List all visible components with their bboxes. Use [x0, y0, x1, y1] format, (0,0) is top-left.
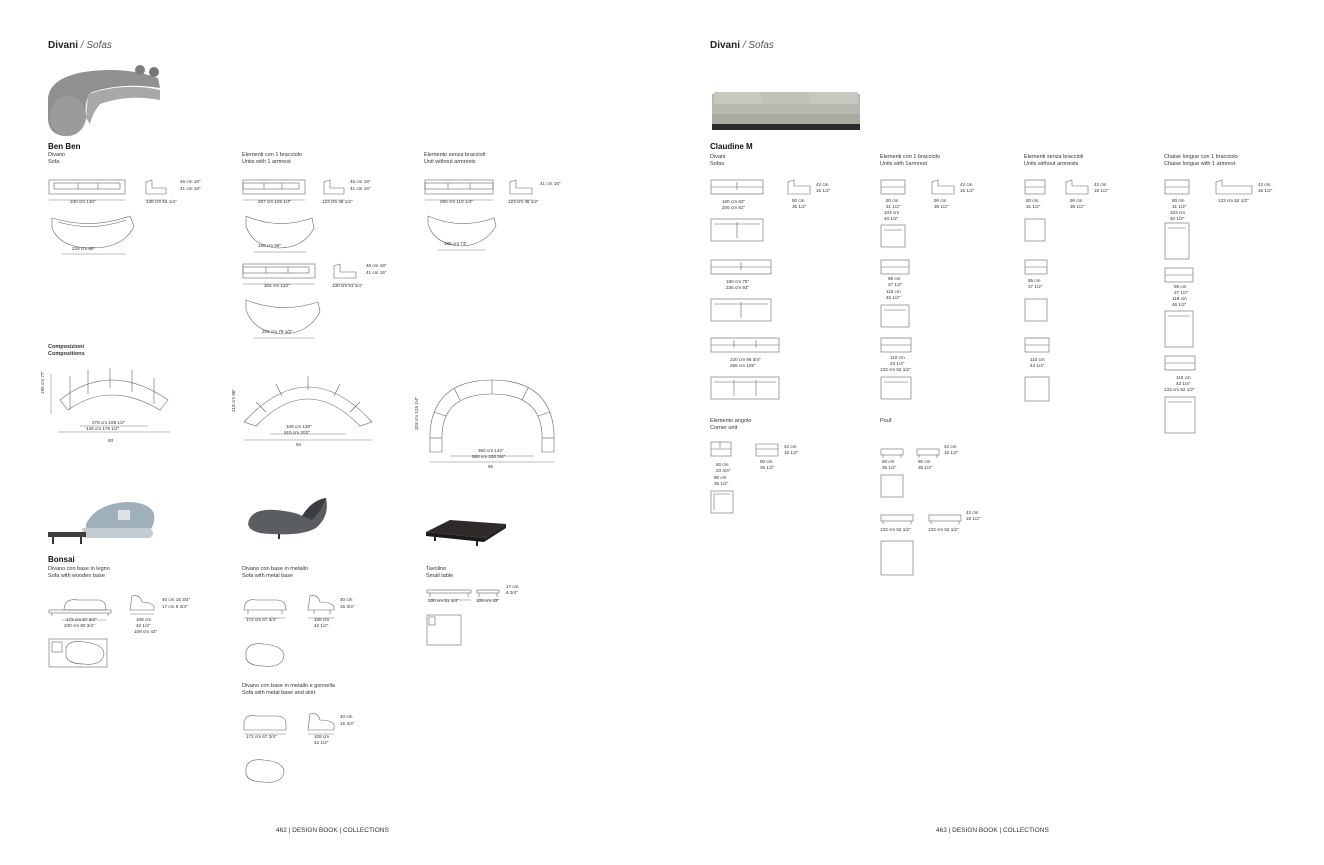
dim: 95 cm [1028, 278, 1041, 283]
dim: 515 cm 203" [284, 430, 310, 435]
dim: 16 1/2" [966, 516, 981, 521]
dim: 123 cm 48 1/2" [508, 199, 539, 204]
dim: 330 cm 130" [70, 199, 96, 204]
claudine-divani-label: Divani Sofas [710, 154, 726, 167]
dim: 230 cm 90 3/4" [64, 623, 95, 628]
dim: 138 cm 54 1/4" [146, 199, 177, 204]
dim: 42 cm [784, 444, 797, 449]
pouf-front-3 [880, 514, 916, 526]
dim: 23 3/4" [716, 468, 731, 473]
claudine-elem1-label: Elementi con 1 bracciolo Units with 1armrest [880, 154, 940, 167]
dim: 90 cm [934, 198, 947, 203]
benben-elem0-label: Elemento senza braccioli Unit without armrests [424, 152, 486, 165]
dim: 220 cm 86 3/4" [730, 357, 761, 362]
dim: 42 1/2" [314, 623, 329, 628]
dim: 37 1/2" [1174, 290, 1189, 295]
dim: 42 1/2" [136, 623, 151, 628]
dim: 172 cm 67 3/4" [246, 617, 277, 622]
claudine-elem1-plan-1 [880, 224, 908, 250]
dim: 236 cm 93" [726, 285, 750, 290]
claudine-corner-plan [710, 490, 736, 516]
dim: 43 1/4" [1176, 381, 1191, 386]
bonsai-wood-photo [46, 494, 162, 546]
dim: 133 cm 52 1/2" [880, 527, 911, 532]
claudine-elem0-front-1 [1024, 178, 1048, 198]
dim: 43 1/4" [1030, 363, 1045, 368]
claudine-elem1-front-2 [880, 258, 912, 278]
claudine-title: Claudine M [710, 142, 753, 151]
dim: 16 1/2" [1094, 188, 1109, 193]
header-italic: / Sofas [740, 40, 774, 51]
dim: 41 cm 16" [540, 181, 561, 186]
dim: 35 1/2" [1070, 204, 1085, 209]
claudine-sofa-plan-1 [710, 218, 766, 244]
dim: 349 cm 138" [286, 424, 312, 429]
dim: 133 cm 52 1/2" [1218, 198, 1249, 203]
dim: 15 3/4" [340, 604, 355, 609]
dim: 42 cm [960, 182, 973, 187]
dim: 90 cm [1070, 198, 1083, 203]
page-footer-right: 463 | DESIGN BOOK | COLLECTIONS [936, 827, 1049, 834]
dim: 110 cm [890, 355, 905, 360]
dim: 35 1/2" [934, 204, 949, 209]
dim: 185 cm 73" [444, 241, 468, 246]
dim: 16 1/2" [960, 188, 975, 193]
bonsai-table-label: Tavolino Small table [426, 566, 454, 579]
claudine-elem1-plan-3 [880, 376, 914, 402]
header-bold: Divani [710, 40, 741, 51]
dim: 118 cm [886, 289, 901, 294]
dim: 360 cm 142" [478, 448, 504, 453]
claudine-sofa-side [786, 178, 812, 198]
dim: 46 cm 18" [180, 179, 201, 184]
claudine-chaise-side [1214, 178, 1254, 198]
dim: 42 cm [966, 510, 979, 515]
dim: 35 1/2" [882, 465, 897, 470]
claudine-elem1-side [930, 178, 956, 198]
claudine-chaise-plan-1 [1164, 222, 1192, 260]
dim: 35 1/2" [792, 204, 807, 209]
bonsai-skirt-plan [242, 756, 288, 786]
dim: 35 1/2" [918, 465, 933, 470]
dim: 17 cm [506, 584, 519, 589]
claudine-corner-front [710, 440, 734, 460]
dim: 110 cm [1176, 375, 1191, 380]
bonsai-metal-label: Divano con base in metallo Sofa with metal base [242, 566, 309, 579]
dim: 202 cm 79 1/2" [262, 329, 293, 334]
dim: 41 cm 16" [350, 186, 371, 191]
claudine-corner-label: Elemento angolo Corner unit [710, 418, 752, 431]
dim: 40 1/2" [1170, 216, 1185, 221]
dim: 90 cm [760, 459, 773, 464]
dim: 108 cm [136, 617, 152, 622]
benben-photo [44, 58, 164, 140]
composition-number: 94 [296, 442, 302, 447]
claudine-elem0-label: Elementi senza braccioli Units without armrests [1024, 154, 1084, 167]
dim: 6 3/4" [506, 590, 518, 595]
bonsai-table-plan [426, 614, 462, 646]
dim: 46 1/2" [886, 295, 901, 300]
bonsai-wood-plan [48, 638, 108, 668]
dim: 80 cm [1172, 198, 1185, 203]
dim: 133 cm 52 1/2" [1164, 387, 1195, 392]
dim: 228 cm 90" [72, 246, 96, 251]
dim: 278 cm 109 1/2" [92, 420, 126, 425]
bonsai-wood-label: Divano con base in legno Sofa with wooden base [48, 566, 110, 579]
bonsai-metal-side [306, 592, 336, 620]
dim: 172 cm 67 3/4" [66, 617, 97, 622]
composition-number: 95 [488, 464, 494, 469]
header-italic: / Sofas [78, 40, 112, 51]
composition-number: 93 [108, 438, 114, 443]
dim: 206 cm 81" [722, 205, 746, 210]
dim: 42 cm [1094, 182, 1107, 187]
dim: 31 1/2" [1026, 204, 1041, 209]
page-footer-left: 462 | DESIGN BOOK | COLLECTIONS [276, 827, 389, 834]
claudine-sofa-front-3 [710, 336, 782, 356]
dim: 40 cm [340, 714, 353, 719]
dim: 267 cm 105 1/4" [258, 199, 292, 204]
bonsai-metal-front [242, 592, 290, 620]
dim: 42 cm [816, 182, 829, 187]
dim: 195 cm 77" [40, 370, 45, 394]
claudine-elem0-plan-2 [1024, 298, 1050, 324]
dim: 40 1/2" [884, 216, 899, 221]
claudine-chaise-front-3 [1164, 354, 1198, 374]
dim: 160 cm 63" [722, 199, 746, 204]
benben-elem1-label: Elementi con 1 bracciolo Units with 1 armrest [242, 152, 302, 165]
dim: 40 cm 15 3/4" [162, 597, 191, 602]
bonsai-title: Bonsai [48, 555, 75, 564]
dim: 80 cm [886, 198, 899, 203]
page-header-right [710, 40, 774, 51]
dim: 130 cm 51 1/4" [332, 283, 363, 288]
claudine-elem0-side [1064, 178, 1090, 198]
dim: 448 cm 176 1/2" [86, 426, 120, 431]
claudine-chaise-front-1 [1164, 178, 1192, 198]
dim: 188 cm 68" [258, 243, 282, 248]
dim: 35 1/2" [760, 465, 775, 470]
dim: 304 cm 120" [264, 283, 290, 288]
claudine-elem0-plan-3 [1024, 376, 1052, 404]
dim: 42 cm [1258, 182, 1271, 187]
benben-title: Ben Ben [48, 142, 81, 151]
dim: 190 cm 75" [726, 279, 750, 284]
dim: 118 cm [1172, 296, 1187, 301]
dim: 31 1/2" [1172, 204, 1187, 209]
claudine-corner-side [754, 440, 780, 460]
dim: 103 cm [884, 210, 900, 215]
dim: 17 cm 6 3/4" [162, 604, 188, 609]
dim: 109 cm 43" [134, 629, 158, 634]
dim: 42 1/2" [314, 740, 329, 745]
dim: 43 1/4" [890, 361, 905, 366]
dim: 37 1/2" [1028, 284, 1043, 289]
dim: 90 cm [918, 459, 931, 464]
benben-elem0-curved [424, 212, 500, 252]
dim: 266 cm 105" [730, 363, 756, 368]
claudine-chaise-plan-3 [1164, 396, 1198, 434]
bonsai-wood-side [128, 592, 156, 616]
dim: 560 cm 220 3/4" [472, 454, 506, 459]
bonsai-metal-plan [242, 640, 288, 670]
dim: 16 1/2" [1258, 188, 1273, 193]
dim: 108 cm [314, 734, 330, 739]
page-header-left [48, 40, 112, 51]
bonsai-skirt-front [242, 710, 290, 736]
claudine-chaise-front-2 [1164, 266, 1196, 286]
dim: 90 cm [714, 475, 727, 480]
dim: 130 cm 51 1/4" [428, 598, 459, 603]
benben-divano-label: Divano Sofa [48, 152, 66, 165]
dim: 133 cm 52 1/2" [928, 527, 959, 532]
bonsai-table-photo [424, 518, 508, 546]
dim: 95 cm [1174, 284, 1187, 289]
dim: 218 cm 86" [231, 388, 236, 412]
dim: 60 cm [716, 462, 729, 467]
claudine-sofa-front-2 [710, 258, 774, 278]
claudine-elem1-front-1 [880, 178, 908, 198]
claudine-photo [710, 90, 862, 134]
dim: 46 cm 18" [350, 179, 371, 184]
bonsai-metal-photo [242, 494, 332, 540]
dim: 16 1/2" [784, 450, 799, 455]
dim: 37 1/2" [888, 282, 903, 287]
dim: 16 1/2" [816, 188, 831, 193]
claudine-elem0-front-3 [1024, 336, 1052, 356]
claudine-pouf-label: Pouf [880, 418, 892, 424]
dim: 46 cm 18" [366, 263, 387, 268]
compositions-label: Composizioni Compositions [48, 344, 85, 357]
dim: 280 cm 110 1/4" [440, 199, 473, 204]
claudine-sofa-front-1 [710, 178, 766, 198]
dim: 40 cm [340, 597, 353, 602]
bonsai-skirt-label: Divano con base in metallo e gonnella Sofa with metal base and skirt [242, 683, 335, 696]
dim: 318 cm 125 1/4" [414, 396, 419, 430]
pouf-plan-1 [880, 474, 906, 500]
claudine-sofa-plan-3 [710, 376, 782, 402]
dim: 103 cm [1170, 210, 1186, 215]
dim: 15 3/4" [340, 721, 355, 726]
dim: 41 cm 16" [366, 270, 387, 275]
dim: 110 cm [1030, 357, 1045, 362]
claudine-elem1-plan-2 [880, 304, 912, 330]
bonsai-skirt-side [306, 710, 336, 736]
dim: 46 1/2" [1172, 302, 1187, 307]
dim: 123 cm 48 1/2" [322, 199, 353, 204]
claudine-sofa-plan-2 [710, 298, 774, 324]
claudine-chaise-label: Chaise longue con 1 bracciolo Chaise longue with 1 armrest [1164, 154, 1238, 167]
header-bold: Divani [48, 40, 79, 51]
claudine-elem1-front-3 [880, 336, 914, 356]
dim: 35 1/2" [714, 481, 729, 486]
dim: 90 cm [882, 459, 895, 464]
dim: 133 cm 52 1/2" [880, 367, 911, 372]
dim: 80 cm [1026, 198, 1039, 203]
pouf-plan-2 [880, 540, 916, 578]
dim: 172 cm 67 3/4" [246, 734, 277, 739]
pouf-front-4 [928, 514, 964, 526]
dim: 109 cm 43" [476, 598, 500, 603]
dim: 42 cm [944, 444, 957, 449]
dim: 31 1/2" [886, 204, 901, 209]
claudine-chaise-plan-2 [1164, 310, 1196, 348]
dim: 108 cm [314, 617, 330, 622]
dim: 41 cm 16" [180, 186, 201, 191]
claudine-elem0-plan-1 [1024, 218, 1048, 244]
dim: 90 cm [792, 198, 805, 203]
claudine-elem0-front-2 [1024, 258, 1050, 278]
dim: 95 cm [888, 276, 901, 281]
dim: 16 1/2" [944, 450, 959, 455]
